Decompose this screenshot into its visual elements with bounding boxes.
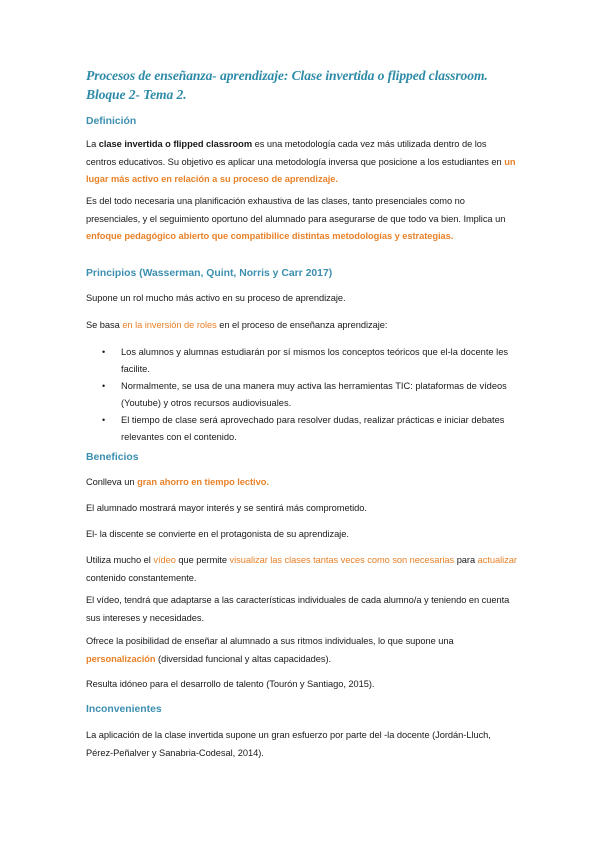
beneficios-paragraph-7: Resulta idóneo para el desarrollo de talento (Tourón y Santiago, 2015). <box>86 679 375 689</box>
beneficios-paragraph-6: Ofrece la posibilidad de enseñar al alumnado a sus ritmos individuales, lo que supone una personalización (diversidad funcional y altas capacidades). <box>86 636 454 664</box>
principios-paragraph-1: Supone un rol mucho más activo en su proceso de aprendizaje. <box>86 293 346 303</box>
heading-definicion: Definición <box>86 116 137 127</box>
heading-beneficios: Beneficios <box>86 452 139 463</box>
beneficios-paragraph-1: Conlleva un gran ahorro en tiempo lectivo. <box>86 477 269 487</box>
heading-principios: Principios (Wasserman, Quint, Norris y Carr 2017) <box>86 268 333 279</box>
list-item: • El tiempo de clase será aprovechado para resolver dudas, realizar prácticas e iniciar debates relevantes con el contenido. <box>86 412 518 446</box>
principios-paragraph-2: Se basa en la inversión de roles en el proceso de enseñanza aprendizaje: <box>86 320 388 330</box>
beneficios-paragraph-5: El vídeo, tendrá que adaptarse a las características individuales de cada alumno/a y teniendo en cuenta sus intereses y necesidades. <box>86 595 510 623</box>
definicion-paragraph-2: Es del todo necesaria una planificación exhaustiva de las clases, tanto presenciales como no presenciales, y el seguimiento oportuno del alumnado para asegurarse de que todo va bien. Implica un enfoque pedagógico abierto que compatibilice distintas metodologías y estrategias. <box>86 196 506 241</box>
definicion-paragraph-1: La clase invertida o flipped classroom es una metodología cada vez más utilizada dentro de los centros educativos. Su objetivo es aplicar una metodología inversa que posicione a los estudiantes en un lugar más activo en relación a su proceso de aprendizaje. <box>86 139 516 184</box>
list-item: • Los alumnos y alumnas estudiarán por sí mismos los conceptos teóricos que el-la docente les facilite. <box>86 344 518 378</box>
bullet-icon: • <box>102 381 106 391</box>
beneficios-paragraph-2: El alumnado mostrará mayor interés y se sentirá más comprometido. <box>86 503 367 513</box>
principios-list <box>86 344 518 446</box>
document-title: Procesos de enseñanza- aprendizaje: Clase invertida o flipped classroom. Bloque 2- Tema 2. <box>86 68 488 102</box>
bullet-icon: • <box>102 415 106 425</box>
list-item: • Normalmente, se usa de una manera muy activa las herramientas TIC: plataformas de vídeos (Youtube) y otros recursos audiovisuales. <box>86 378 518 412</box>
heading-inconvenientes: Inconvenientes <box>86 704 162 715</box>
bullet-icon: • <box>102 347 106 357</box>
inconvenientes-paragraph-1: La aplicación de la clase invertida supone un gran esfuerzo por parte del -la docente (Jordán-Lluch, Pérez-Peñalver y Sanabria-Codesal, 2014). <box>86 730 491 758</box>
beneficios-paragraph-4: Utiliza mucho el vídeo que permite visualizar las clases tantas veces como son necesarias para actualizar contenido constantemente. <box>86 555 517 583</box>
beneficios-paragraph-3: El- la discente se convierte en el protagonista de su aprendizaje. <box>86 529 349 539</box>
